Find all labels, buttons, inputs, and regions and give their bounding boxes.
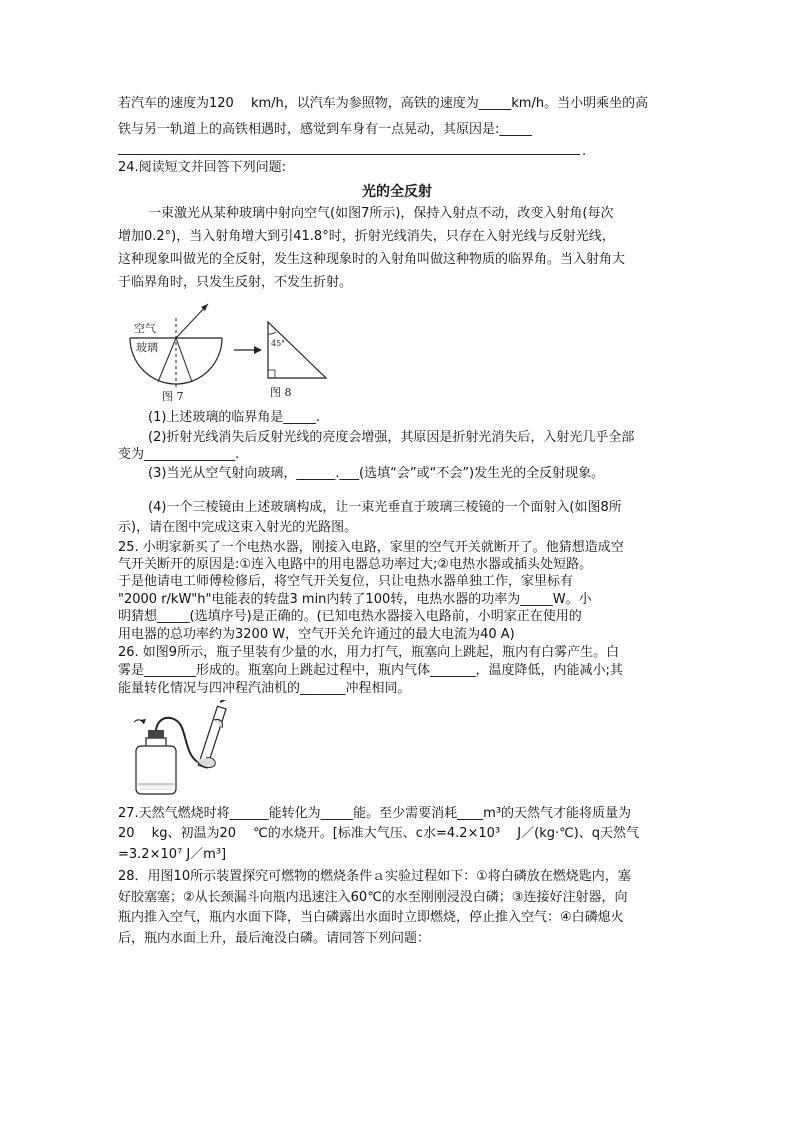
arrow-icon: [254, 346, 262, 354]
pump-hose: [156, 718, 198, 762]
figure-8-caption: 图 8: [270, 386, 292, 399]
bottle-stopper: [148, 730, 164, 738]
paragraph-line: 于临界角时，只发生反射，不发生折射。: [118, 275, 353, 290]
answer-underline: [118, 154, 580, 155]
text-line: 铁与另一轨道上的高铁相遇时，感觉到车身有一点晃动，其原因是:_____: [118, 122, 532, 137]
question-27: 27.天然气燃烧时将______能转化为_____能。至少需要消耗____m³的天然气才能将质量为: [118, 806, 632, 821]
question-25: 25. 小明家新买了一个电热水器，刚接入电路，家里的空气开关就断开了。他猜想造成空: [118, 540, 624, 555]
angle-arc: [268, 332, 276, 334]
question-25-line: 明猜想_____(选填序号)是正确的。(已知电热水器接入电路前，小明家正在使用的: [118, 609, 582, 624]
article-title: 光的全反射: [362, 184, 432, 200]
question-25-line: 用电器的总功率约为3200 W，空气开关允许通过的最大电流为40 A): [118, 627, 515, 642]
arrow-icon: [140, 719, 146, 724]
question-26: 26. 如图9所示，瓶子里装有少量的水，用力打气，瓶塞向上跳起，瓶内有白雾产生。白: [118, 645, 620, 660]
angle-label: 45°: [271, 339, 286, 348]
question-28-line: 后，瓶内水面上升，最后淹没白磷。请同答下列问题：: [118, 931, 431, 946]
figure-8: [268, 322, 326, 399]
question-25-line: 气开关断开的原因是:①连入电路中的用电器总功率过大;②电热水器或插头处短路。: [118, 557, 593, 572]
incident-ray: [158, 338, 176, 382]
sub-question-4-cont: 示)，请在图中完成这束入射光的光路图。: [118, 520, 358, 535]
bottle: [136, 746, 176, 794]
question-28-line: 好胶塞塞；②从长颈漏斗向瓶内迅速注入60℃的水至刚刚浸没白磷；③连接好注射器，向: [118, 890, 628, 905]
question-27-line: 20 kg、初温为20 ℃的水烧开。[标准大气压、c水=4.2×10³ J／(kg·℃)、q天然气: [118, 826, 640, 841]
sub-question-1: (1)上述玻璃的临界角是_____.: [148, 410, 321, 425]
air-label: 空气: [134, 322, 156, 335]
paragraph-line: 这种现象叫做光的全反射，发生这种现象时的入射角叫做这种物质的临界角。当入射角大: [118, 252, 626, 267]
figure-7-and-8: [118, 296, 338, 406]
paragraph-line: 增加0.2°)，当入射角增大到引41.8°时，折射光线消失，只存在入射光线与反射光线，: [118, 229, 615, 244]
question-25-line: "2000 r/kW"h"电能表的转盘3 min内转了100转，电热水器的功率为_____W。小: [118, 592, 592, 607]
glass-label: 玻璃: [136, 341, 158, 354]
paragraph-line: 一束激光从某种玻璃中射向空气(如图7所示)，保持入射点不动，改变入射角(每次: [148, 206, 614, 221]
sub-question-3: (3)当光从空气射向玻璃，______.___(选填“会”或“不会”)发生光的全反射现象。: [148, 466, 605, 481]
question-27-line: =3.2×10⁷ J／m³]: [118, 847, 227, 862]
sub-question-2-cont: 变为______________.: [118, 447, 240, 462]
right-angle-mark: [268, 370, 275, 378]
question-28: 28．用图10所示装置探究可燃物的燃烧条件ａ实验过程如下：①将白磷放在燃烧匙内，塞: [118, 869, 631, 884]
question-26-line: 能量转化情况与四冲程汽油机的_______冲程相同。: [118, 681, 411, 696]
question-26-line: 雾是________形成的。瓶塞向上跳起过程中，瓶内气体_______，温度降低，内能减小;其: [118, 663, 623, 678]
question-25-line: 于是他请电工师傅检修后，将空气开关复位，只让电热水器单独工作，家里标有: [118, 574, 574, 589]
figure-9-bottle-pump: [128, 700, 258, 800]
reflected-ray: [176, 338, 192, 382]
sub-question-2: (2)折射光线消失后反射光线的亮度会增强，其原因是折射光消失后，入射光几乎全部: [148, 430, 635, 445]
figure-7-caption: 图 7: [162, 390, 184, 403]
triangle-prism: [268, 322, 326, 378]
sub-question-4: (4)一个三棱镜由上述玻璃构成，让一束光垂直于玻璃三棱镜的一个面射入(如图8所: [148, 500, 622, 515]
pump-handle: [220, 700, 228, 702]
bottle-neck: [146, 738, 166, 746]
text-line: .: [582, 144, 587, 159]
text-line: 若汽车的速度为120 km/h，以汽车为参照物，高铁的速度为_____km/h。当小明乘坐的高: [118, 96, 649, 111]
water: [140, 786, 172, 789]
hand: [196, 758, 215, 768]
question-24-heading: 24.阅读短文并回答下列问题:: [118, 160, 287, 175]
question-28-line: 瓶内推入空气，瓶内水面下降，当白磷露出水面时立即燃烧，停止推入空气：④白磷熄火: [118, 910, 624, 925]
figure-7: [130, 304, 222, 403]
